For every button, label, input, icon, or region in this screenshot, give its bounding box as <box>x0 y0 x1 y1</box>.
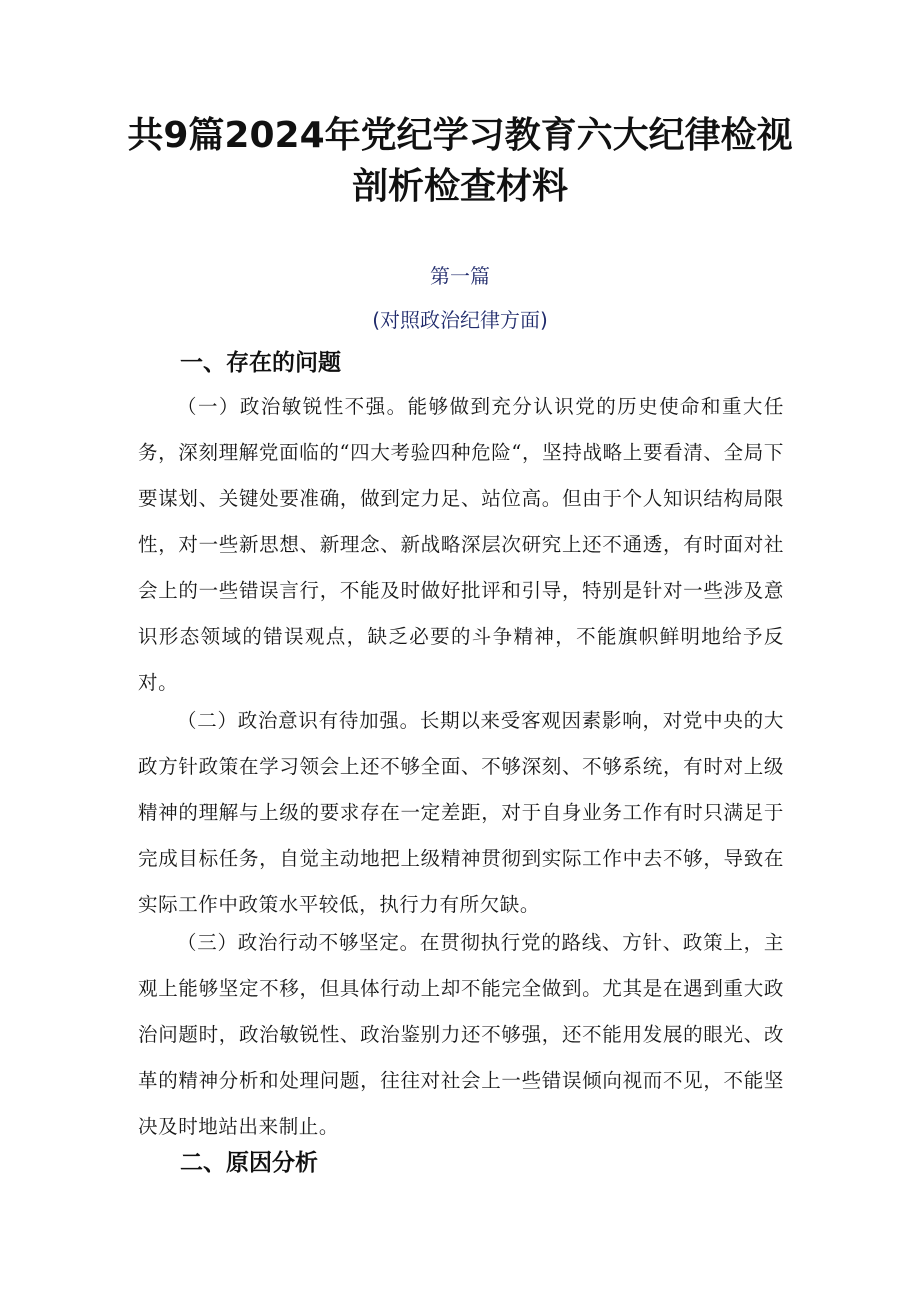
heading-existing-problems: 一、存在的问题 <box>180 350 341 376</box>
document-title-line-2: 剖析检查材料 <box>351 166 568 207</box>
section-number: 第一篇 <box>430 264 490 288</box>
heading-cause-analysis: 二、原因分析 <box>180 1150 318 1176</box>
document-title-line-1: 共9篇2024年党纪学习教育六大纪律检视 <box>127 115 793 156</box>
paragraph-1: （一）政治敏锐性不强。能够做到充分认识党的历史使命和重大任务，深刻理解党面临的“四大考验四种危险“，坚持战略上要看清、全局下要谋划、关键处要准确，做到定力足、站位高。但由于个人知识结构局限性，对一些新思想、新理念、新战略深层次研究上还不通透，有时面对社会上的一些错误言行，不能及时做好批评和引导，特别是针对一些涉及意识形态领域的错误观点，缺乏必要的斗争精神，不能旗帜鲜明地给予反对。 <box>138 395 784 694</box>
section-subtitle: (对照政治纪律方面) <box>372 308 548 332</box>
paragraph-2: （二）政治意识有待加强。长期以来受客观因素影响，对党中央的大政方针政策在学习领会上还不够全面、不够深刻、不够系统，有时对上级精神的理解与上级的要求存在一定差距，对于自身业务工作有时只满足于完成目标任务，自觉主动地把上级精神贯彻到实际工作中去不够，导致在实际工作中政策水平较低，执行力有所欠缺。 <box>138 709 784 916</box>
paragraph-3: （三）政治行动不够坚定。在贯彻执行党的路线、方针、政策上，主观上能够坚定不移，但具体行动上却不能完全做到。尤其是在遇到重大政治问题时，政治敏锐性、政治鉴别力还不够强，还不能用发展的眼光、改革的精神分析和处理问题，往往对社会上一些错误倾向视而不见，不能坚决及时地站出来制止。 <box>138 931 784 1138</box>
